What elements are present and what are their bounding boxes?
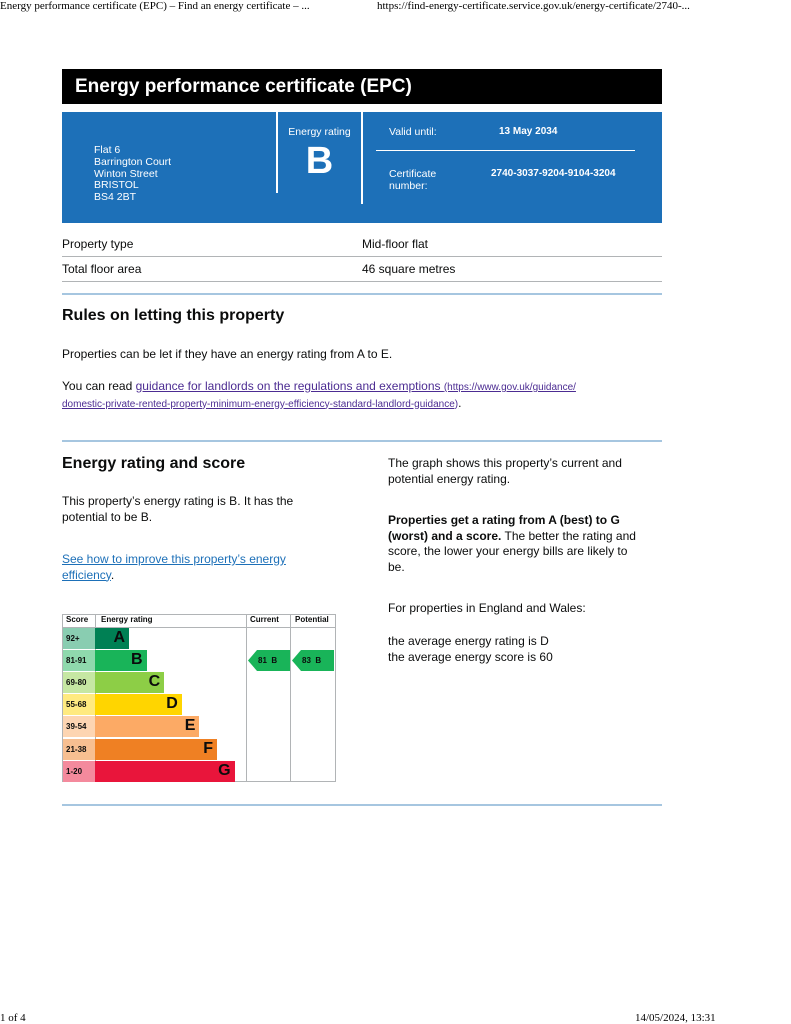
current-rating-arrow bbox=[248, 650, 290, 671]
address-line: Flat 6 bbox=[94, 144, 121, 156]
band-bar-g bbox=[95, 761, 235, 782]
band-bar-c bbox=[95, 672, 164, 693]
band-letter: F bbox=[203, 739, 213, 757]
text-line: The graph shows this property’s current and bbox=[388, 456, 622, 470]
potential-rating-arrow bbox=[292, 650, 334, 671]
text-line: be. bbox=[388, 559, 405, 574]
bold-text: Properties get a rating from A (best) to G bbox=[388, 513, 620, 527]
band-letter: G bbox=[218, 761, 231, 779]
band-score-range: 21-38 bbox=[63, 739, 95, 760]
table-row bbox=[62, 257, 662, 282]
energy-paragraph bbox=[62, 494, 293, 525]
chart-gridline bbox=[290, 615, 291, 782]
text-line: potential to be B. bbox=[62, 509, 153, 524]
table-row bbox=[62, 232, 662, 257]
energy-rating-label: Energy rating bbox=[288, 126, 351, 138]
band-score-range: 81-91 bbox=[63, 650, 95, 671]
landlord-guidance-link[interactable] bbox=[62, 379, 576, 410]
divider bbox=[361, 112, 363, 204]
band-letter: A bbox=[113, 629, 125, 646]
floor-area-label: Total floor area bbox=[62, 262, 142, 276]
address-line: Winton Street bbox=[94, 167, 158, 180]
bold-text: (worst) and a score. bbox=[388, 528, 502, 543]
text-line: This property’s energy rating is B. It has the bbox=[62, 494, 294, 508]
band-letter: C bbox=[148, 673, 161, 691]
letting-paragraph: Properties can be let if they have an energy rating from A to E. bbox=[62, 347, 393, 361]
link-text: guidance for landlords on the regulations and exemptions bbox=[135, 379, 441, 393]
print-header-title: Energy performance certificate (EPC) – Find an energy certificate – ... bbox=[0, 0, 310, 12]
chart-gridline bbox=[246, 615, 247, 782]
text: The better the rating and bbox=[501, 528, 636, 543]
chart-header-potential: Potential bbox=[295, 615, 329, 624]
band-letter: B bbox=[131, 651, 143, 669]
band-bar-f bbox=[95, 739, 217, 760]
band-score-range: 55-68 bbox=[63, 694, 95, 715]
label-line: number: bbox=[389, 180, 428, 192]
text-line: score, the lower your energy bills are likely to bbox=[388, 544, 628, 558]
chart-header-current: Current bbox=[250, 615, 279, 624]
text-line: the average energy score is 60 bbox=[388, 649, 553, 664]
property-type-label: Property type bbox=[62, 237, 134, 251]
certificate-summary bbox=[62, 112, 662, 223]
page-title: Energy performance certificate (EPC) bbox=[62, 69, 662, 104]
text-line: the average energy rating is D bbox=[388, 634, 549, 648]
print-footer-page: 1 of 4 bbox=[0, 1012, 26, 1024]
address-line: BS4 2BT bbox=[94, 191, 137, 204]
print-footer-datetime: 14/05/2024, 13:31 bbox=[635, 1012, 716, 1024]
certificate-number-value: 2740-3037-9204-9104-3204 bbox=[491, 168, 616, 179]
section-divider bbox=[62, 293, 662, 295]
band-score-range: 39-54 bbox=[63, 716, 95, 737]
band-score-range: 69-80 bbox=[63, 672, 95, 693]
graph-description bbox=[388, 456, 622, 487]
current-rating-arrow-label: 81 B bbox=[258, 656, 278, 666]
band-score-range: 1-20 bbox=[63, 761, 95, 782]
band-letter: E bbox=[184, 717, 196, 735]
band-bar-e bbox=[95, 716, 199, 737]
improve-paragraph bbox=[62, 552, 286, 583]
property-type-value: Mid-floor flat bbox=[362, 237, 429, 251]
band-score-range: 92+ bbox=[63, 628, 95, 649]
chart-header-rating: Energy rating bbox=[101, 615, 153, 624]
text: . bbox=[458, 395, 462, 410]
floor-area-value: 46 square metres bbox=[362, 262, 456, 276]
section-divider bbox=[62, 440, 662, 442]
improve-efficiency-link[interactable] bbox=[62, 552, 286, 582]
average-ratings bbox=[388, 634, 553, 665]
text-line: potential energy rating. bbox=[388, 471, 511, 486]
band-bar-d bbox=[95, 694, 182, 715]
energy-rating-value: B bbox=[305, 140, 334, 182]
label-line: Certificate bbox=[389, 168, 437, 180]
divider bbox=[376, 150, 635, 151]
valid-until-label: Valid until: bbox=[389, 126, 437, 138]
letting-heading: Rules on letting this property bbox=[62, 307, 285, 324]
text: . bbox=[110, 567, 115, 582]
address-line: BRISTOL bbox=[94, 179, 139, 192]
address-line: Barrington Court bbox=[94, 155, 172, 168]
section-divider bbox=[62, 804, 662, 806]
property-details bbox=[62, 232, 662, 282]
link-url: domestic-private-rented-property-minimum-energy-efficiency-standard-landlord-guidance) bbox=[62, 398, 459, 410]
potential-rating-arrow-label: 83 B bbox=[302, 656, 322, 666]
print-header-url: https://find-energy-certificate.service.gov.uk/energy-certificate/2740-... bbox=[377, 0, 690, 12]
energy-rating-chart bbox=[62, 614, 336, 782]
letting-guidance-paragraph bbox=[62, 379, 662, 412]
property-address bbox=[94, 145, 171, 204]
link-text: See how to improve this property’s energy bbox=[62, 552, 286, 566]
band-bar-a bbox=[95, 628, 129, 649]
england-wales-label: For properties in England and Wales: bbox=[388, 601, 586, 615]
rating-explanation bbox=[388, 513, 636, 575]
link-text: efficiency bbox=[62, 567, 111, 582]
valid-until-value: 13 May 2034 bbox=[499, 126, 558, 137]
band-letter: D bbox=[166, 695, 178, 713]
link-url: (https://www.gov.uk/guidance/ bbox=[443, 382, 576, 393]
energy-heading: Energy rating and score bbox=[62, 455, 246, 472]
chart-header-score: Score bbox=[66, 615, 89, 624]
certificate-number-label bbox=[389, 168, 436, 192]
text: You can read bbox=[62, 379, 136, 393]
band-bar-b bbox=[95, 650, 147, 671]
